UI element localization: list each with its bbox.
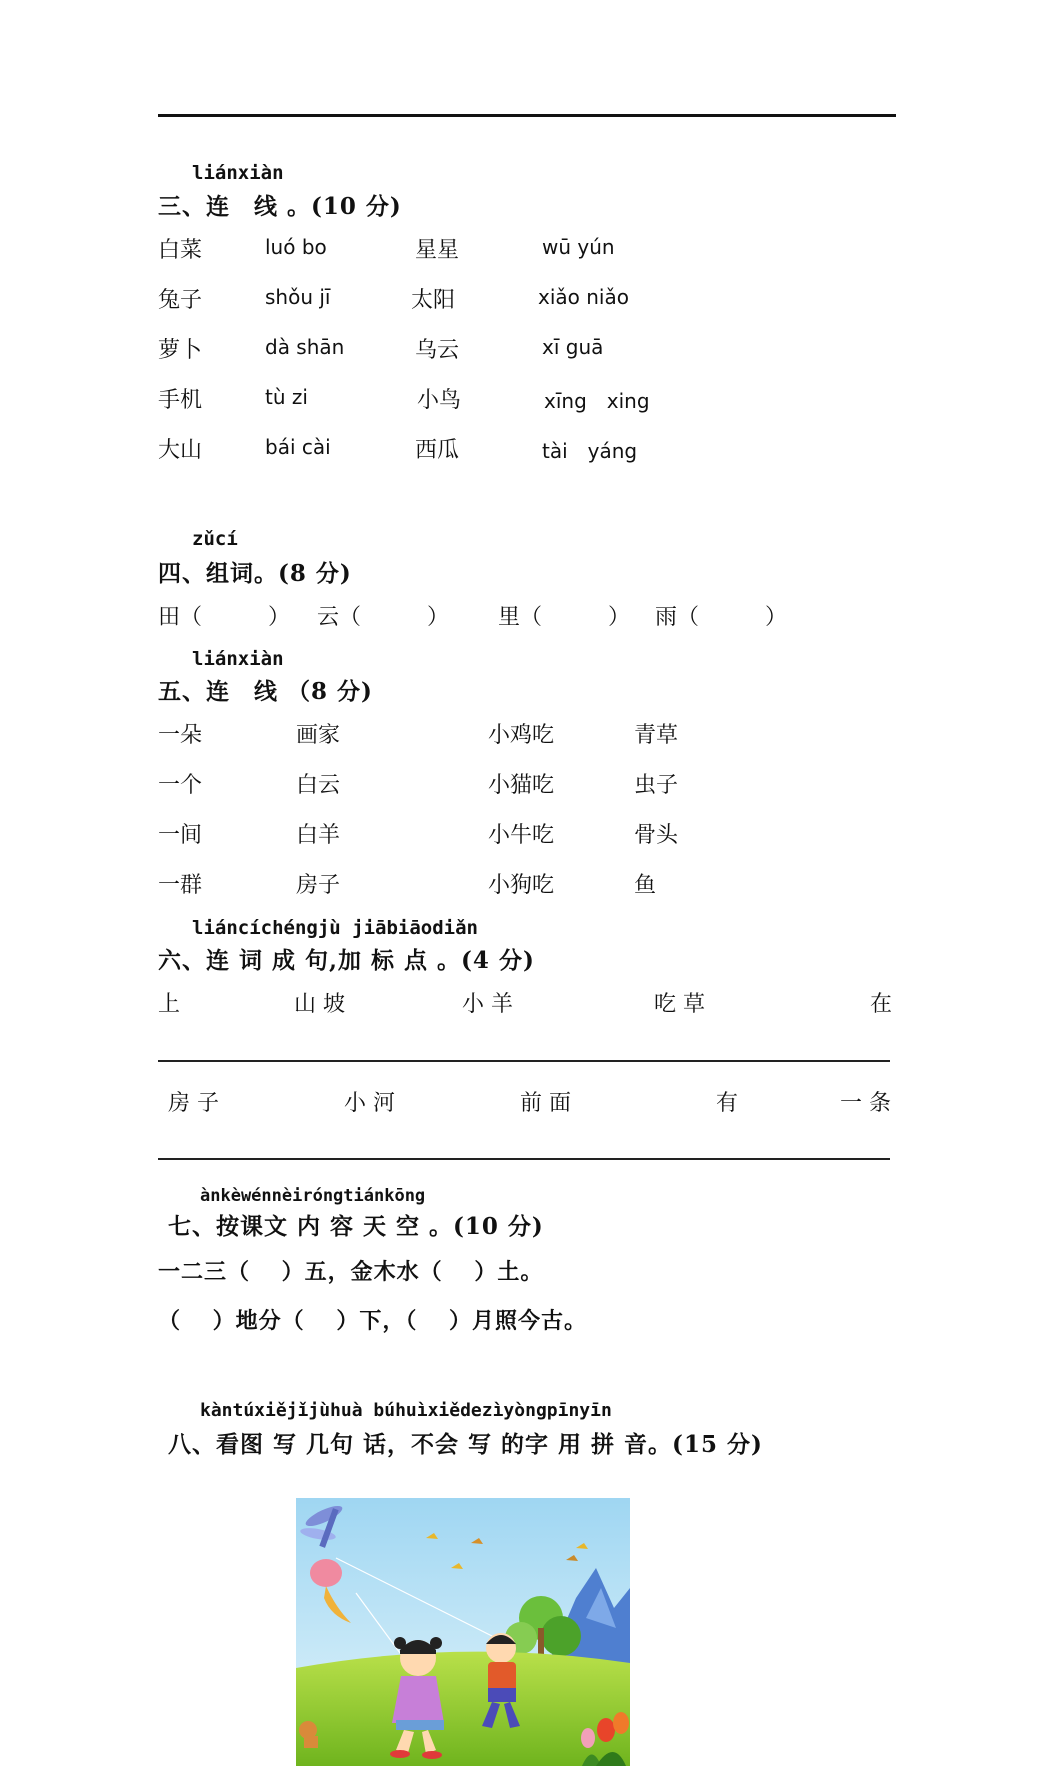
s3r1b: shǒu jī — [265, 285, 331, 309]
s5r1b: 白云 — [296, 773, 341, 798]
s3r4d: tài yáng — [542, 439, 638, 463]
s5r1d: 虫子 — [634, 773, 679, 798]
sec3-title: 三、连 线 。(10 分) — [158, 193, 402, 220]
s6r1-w2: 小 羊 — [462, 992, 513, 1017]
sec6-title: 六、连 词 成 句,加 标 点 。(4 分) — [158, 947, 535, 974]
s5r2d: 骨头 — [634, 823, 679, 848]
s5r3a: 一群 — [158, 873, 203, 898]
sec7-title: 七、按课文 内 容 天 空 。(10 分) — [168, 1213, 544, 1240]
s6r2-w4: 一 条 — [840, 1091, 891, 1116]
sec8-title: 八、看图 写 几句 话，不会 写 的字 用 拼 音。(15 分) — [168, 1431, 763, 1458]
sec7-line2: （ ）地分（ ）下，（ ）月照今古。 — [158, 1308, 587, 1334]
grass-field — [296, 1652, 630, 1766]
s6r2-w3: 有 — [716, 1091, 739, 1116]
sec4-item-yun: 云（ ） — [317, 605, 450, 630]
sec7-pinyin: ànkèwénnèiróngtiánkōng — [200, 1186, 426, 1206]
s3r0b: luó bo — [265, 235, 327, 259]
s5r0d: 青草 — [634, 723, 679, 748]
s6r2-w0: 房 子 — [168, 1091, 219, 1116]
s5r1a: 一个 — [158, 773, 203, 798]
s3r2d: xī guā — [542, 335, 604, 359]
s3r3d: xīng xing — [544, 389, 650, 413]
sec6-pinyin: liáncíchéngjù jiābiāodiǎn — [192, 917, 478, 939]
s3r1c: 太阳 — [411, 288, 456, 313]
s3r2a: 萝卜 — [158, 338, 203, 363]
s3r0d: wū yún — [542, 235, 615, 259]
s5r0a: 一朵 — [158, 723, 203, 748]
s3r1a: 兔子 — [158, 288, 203, 313]
sec5-title: 五、连 线 （8 分) — [158, 678, 373, 705]
s3r1d: xiǎo niǎo — [538, 285, 629, 309]
s6r2-w2: 前 面 — [520, 1091, 571, 1116]
s6r1-w0: 上 — [158, 992, 181, 1017]
sec4-title: 四、组词。(8 分) — [158, 560, 352, 587]
s3r2c: 乌云 — [415, 338, 460, 363]
sec3-pinyin: liánxiàn — [192, 162, 284, 184]
sec4-item-li: 里（ ） — [498, 605, 631, 630]
s6r1-w3: 吃 草 — [654, 992, 705, 1017]
s5r3d: 鱼 — [634, 873, 657, 898]
kite-scene-svg — [296, 1498, 630, 1766]
s3r3a: 手机 — [158, 388, 203, 413]
sec8-pinyin: kàntúxiějǐjùhuà búhuìxiědezìyòngpīnyīn — [200, 1400, 612, 1421]
top-rule — [158, 114, 896, 117]
sec5-pinyin: liánxiàn — [192, 648, 284, 670]
s3r3c: 小鸟 — [417, 388, 462, 413]
s6r2-w1: 小 河 — [344, 1091, 395, 1116]
s5r2b: 白羊 — [296, 823, 341, 848]
s3r4c: 西瓜 — [415, 438, 460, 463]
s3r4a: 大山 — [158, 438, 203, 463]
s6r1-w4: 在 — [870, 992, 893, 1017]
s5r0c: 小鸡吃 — [488, 723, 555, 748]
s5r2a: 一间 — [158, 823, 203, 848]
s6r1-w1: 山 坡 — [294, 992, 345, 1017]
s3r0a: 白菜 — [158, 238, 203, 263]
s5r1c: 小猫吃 — [488, 773, 555, 798]
s3r2b: dà shān — [265, 335, 345, 359]
sec4-item-yu: 雨（ ） — [655, 605, 788, 630]
s5r2c: 小牛吃 — [488, 823, 555, 848]
s3r4b: bái cài — [265, 435, 331, 459]
sec4-pinyin: zǔcí — [192, 528, 238, 550]
s3r3b: tù zi — [265, 385, 308, 409]
s5r0b: 画家 — [296, 723, 341, 748]
s5r3c: 小狗吃 — [488, 873, 555, 898]
s3r0c: 星星 — [415, 238, 460, 263]
s5r3b: 房子 — [296, 873, 341, 898]
answer-line-1 — [158, 1060, 890, 1062]
sec7-line1: 一二三（ ）五，金木水（ ）土。 — [158, 1259, 544, 1285]
kite-flying-illustration — [296, 1498, 630, 1766]
answer-line-2 — [158, 1158, 890, 1160]
tree-2 — [541, 1616, 581, 1656]
sec4-item-tian: 田（ ） — [158, 605, 291, 630]
